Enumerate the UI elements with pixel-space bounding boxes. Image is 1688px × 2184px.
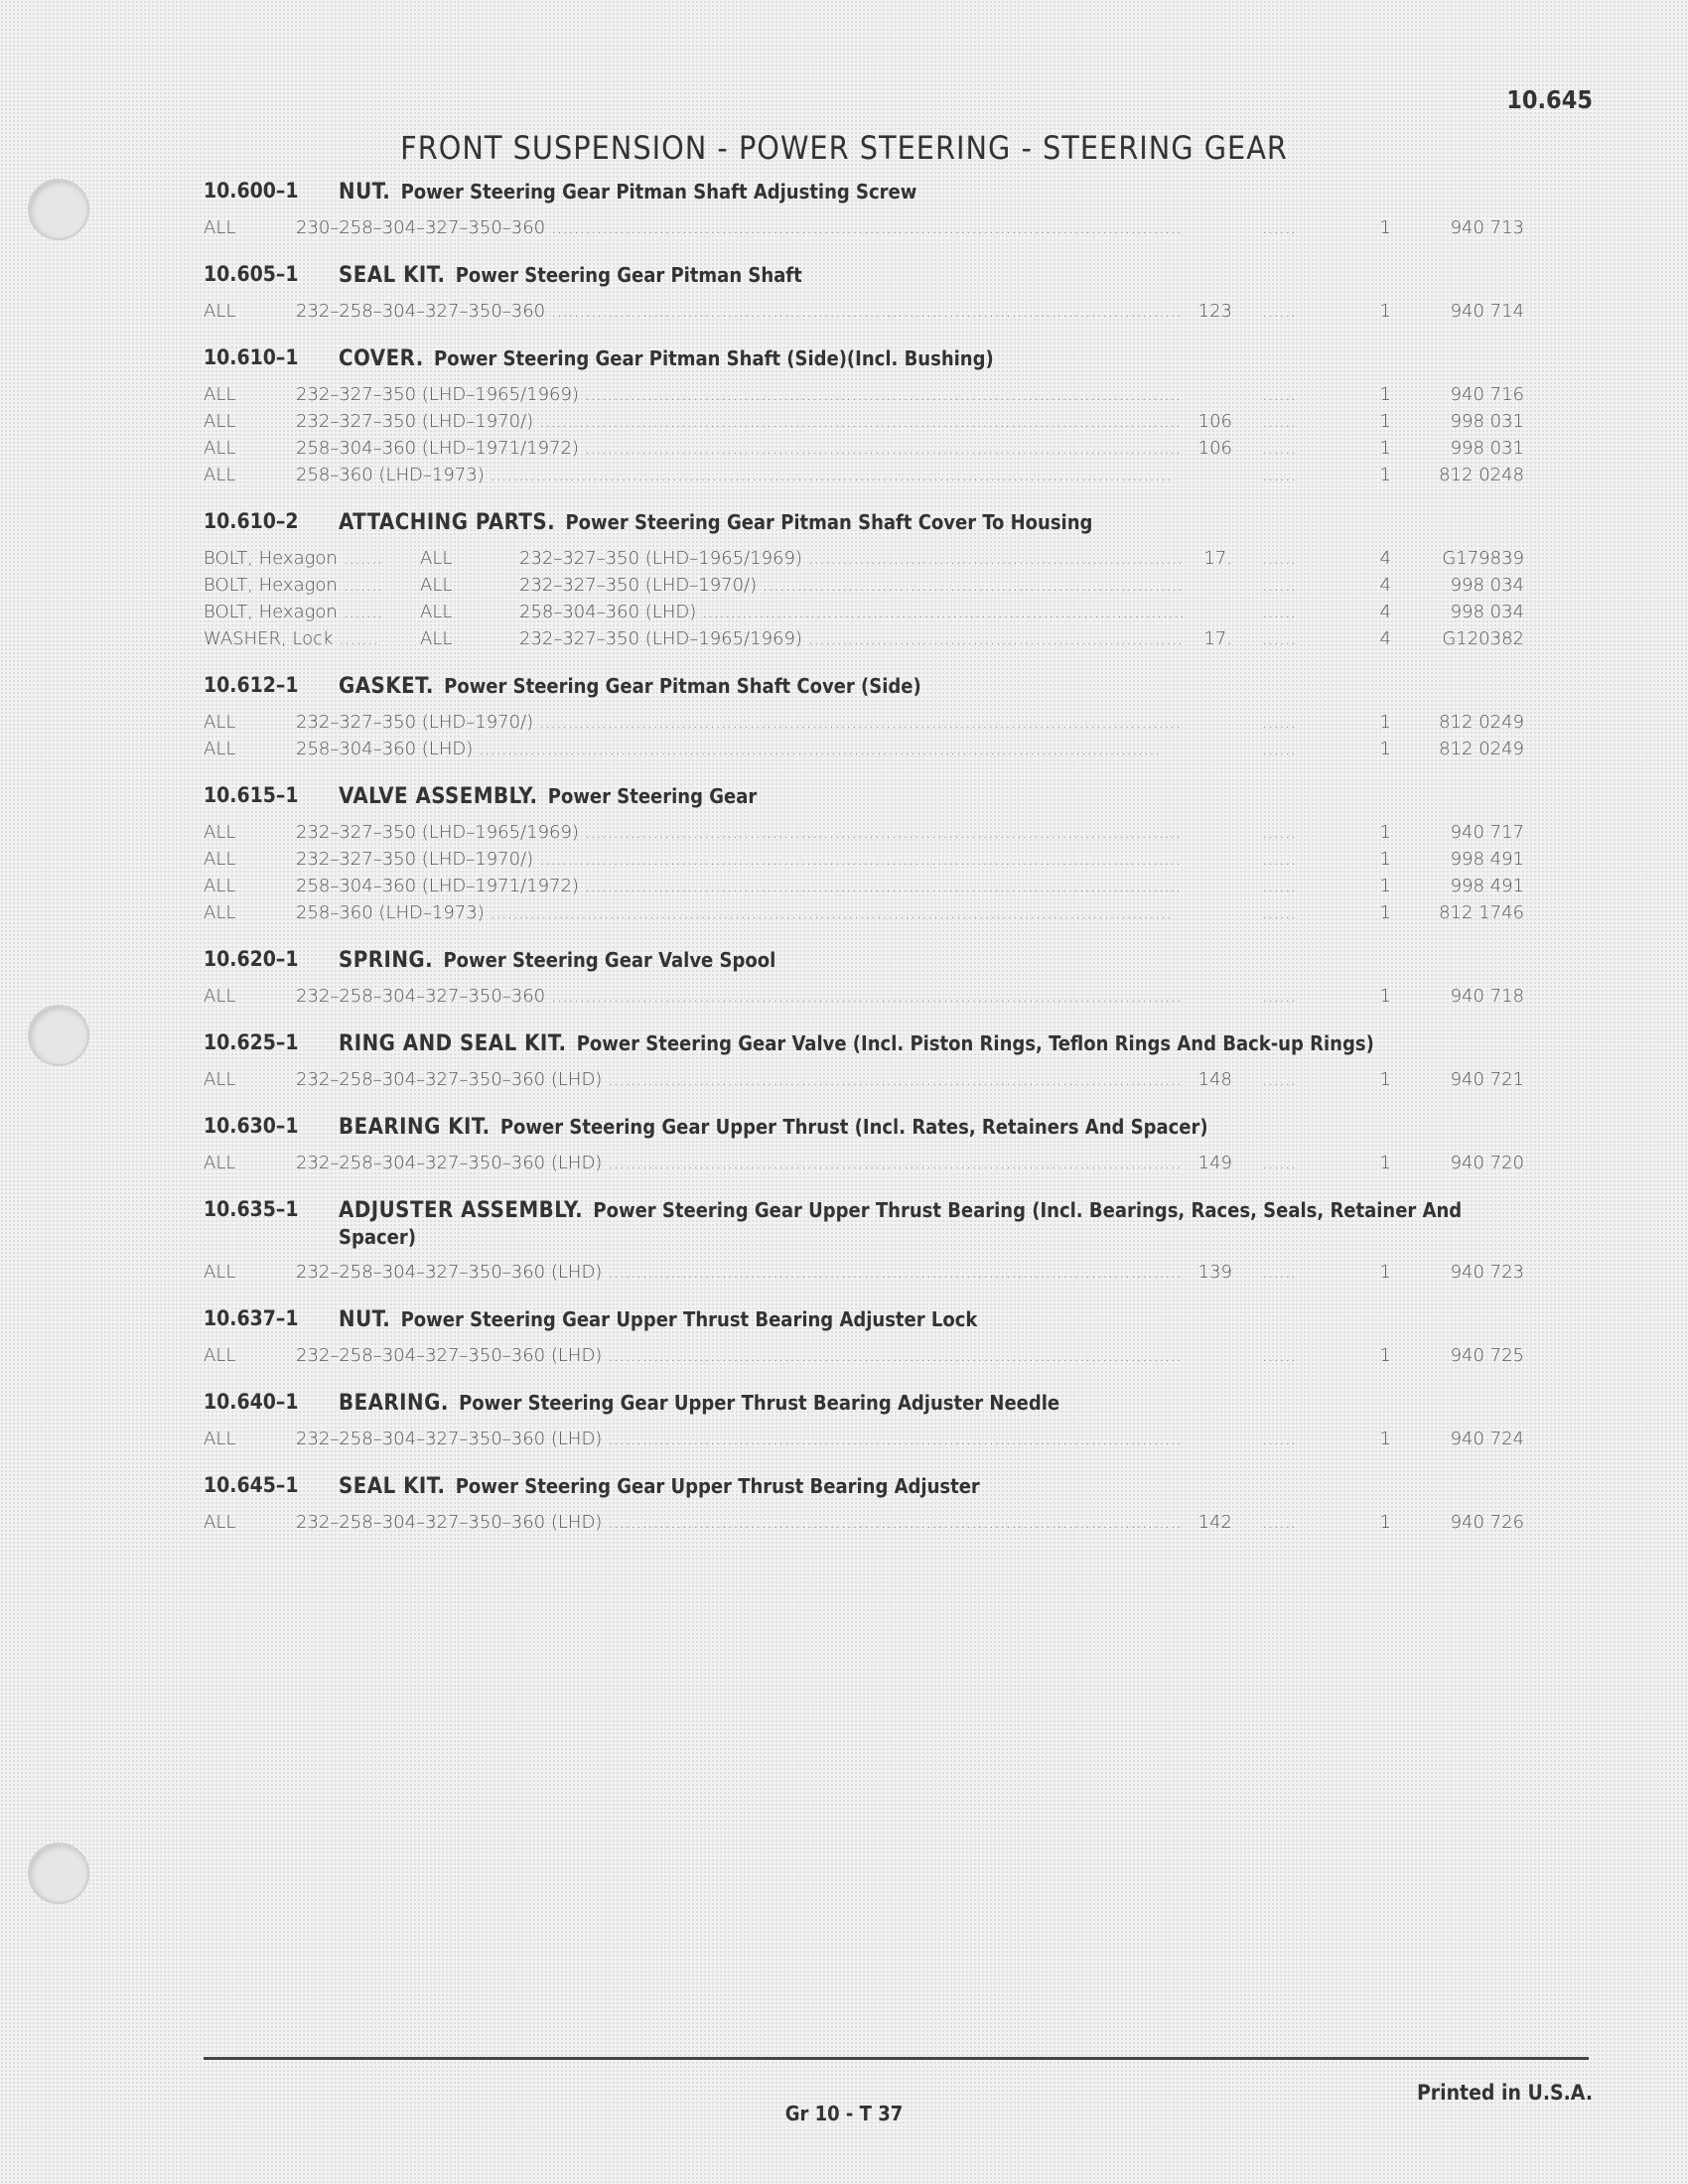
section-title <box>339 1114 1524 1141</box>
dots-cell: ...... <box>1262 1262 1297 1283</box>
type-cell: 258–304–360 (LHD) ..... <box>519 602 1183 622</box>
binder-hole-top <box>28 179 89 240</box>
part-number-cell: 940 725 <box>1450 1345 1524 1366</box>
table-row <box>204 739 1524 765</box>
quantity-cell: 1 <box>1379 1262 1391 1283</box>
type-cell: 232–258–304–327–350–360 ..... <box>296 986 1183 1007</box>
table-row <box>204 301 1524 328</box>
part-description: Power Steering Gear Pitman Shaft Cover (Side) <box>444 674 921 698</box>
figure-cell: 139 <box>1197 1262 1232 1283</box>
part-rows <box>204 548 1524 655</box>
part-name: GASKET. <box>339 674 434 699</box>
model-cell: ALL <box>204 1069 236 1090</box>
part-section <box>204 509 1524 655</box>
table-row <box>204 1262 1524 1289</box>
type-cell: 232–327–350 (LHD–1970/) ..... <box>296 849 1183 870</box>
quantity-cell: 1 <box>1379 1069 1391 1090</box>
section-heading <box>204 783 1524 810</box>
part-description: Power Steering Gear Pitman Shaft <box>455 263 802 287</box>
table-row <box>204 411 1524 438</box>
part-number-cell: 998 034 <box>1450 602 1524 622</box>
part-number-cell: 998 031 <box>1450 438 1524 459</box>
item-cell <box>204 602 420 622</box>
figure-cell: 123 <box>1197 301 1232 322</box>
type-cell: 232–258–304–327–350–360 (LHD) ..... <box>296 1512 1183 1533</box>
part-number-cell: 940 724 <box>1450 1429 1524 1449</box>
part-rows <box>204 1262 1524 1289</box>
quantity-cell: 1 <box>1379 1153 1391 1173</box>
part-number-cell: 940 721 <box>1450 1069 1524 1090</box>
quantity-cell: 1 <box>1379 876 1391 896</box>
quantity-cell: 1 <box>1379 1512 1391 1533</box>
figure-cell: 148 <box>1197 1069 1232 1090</box>
part-rows <box>204 1429 1524 1455</box>
dots-cell: ...... <box>1262 739 1297 759</box>
type-cell: 232–327–350 (LHD–1965/1969) ..... <box>296 384 1183 405</box>
part-number-cell: 998 034 <box>1450 575 1524 596</box>
model-cell: ALL <box>204 986 236 1007</box>
section-heading <box>204 947 1524 974</box>
part-description: Power Steering Gear Pitman Shaft Cover To Housing <box>565 510 1093 534</box>
part-section <box>204 783 1524 929</box>
figure-cell: 142 <box>1197 1512 1232 1533</box>
part-number-cell: 940 720 <box>1450 1153 1524 1173</box>
figure-cell: 106 <box>1197 411 1232 432</box>
page-number: 10.645 <box>1506 85 1593 114</box>
part-number-cell: 812 0249 <box>1439 712 1524 733</box>
part-name: SEAL KIT. <box>339 1474 446 1499</box>
dots-cell: ...... <box>1262 465 1297 485</box>
section-title <box>339 783 1524 810</box>
section-code: 10.605–1 <box>204 262 299 286</box>
part-name: BEARING. <box>339 1391 449 1416</box>
part-name: RING AND SEAL KIT. <box>339 1031 567 1056</box>
part-rows <box>204 217 1524 244</box>
quantity-cell: 1 <box>1379 849 1391 870</box>
dots-cell: ...... <box>1262 628 1297 649</box>
type-cell: 258–360 (LHD–1973) ..... <box>296 465 1183 485</box>
section-heading <box>204 1473 1524 1500</box>
dots-cell: ...... <box>1262 986 1297 1007</box>
part-description: Power Steering Gear Pitman Shaft (Side)(Incl. Bushing) <box>434 346 994 370</box>
type-cell: 258–304–360 (LHD–1971/1972) ..... <box>296 438 1183 459</box>
quantity-cell: 1 <box>1379 465 1391 485</box>
part-number-cell: 812 1746 <box>1439 902 1524 923</box>
figure-cell: 106 <box>1197 438 1232 459</box>
dots-cell: ...... <box>1262 849 1297 870</box>
item-name: BOLT, Hexagon <box>204 602 338 622</box>
section-code: 10.645–1 <box>204 1473 299 1497</box>
part-rows <box>204 384 1524 491</box>
footer-rule <box>204 2057 1589 2060</box>
item-cell <box>204 575 420 596</box>
dots-cell: ...... <box>1262 1069 1297 1090</box>
part-number-cell: 940 716 <box>1450 384 1524 405</box>
part-name: NUT. <box>339 1307 391 1332</box>
dots-cell: ...... <box>1262 1429 1297 1449</box>
table-row <box>204 602 1524 628</box>
part-description: Power Steering Gear Pitman Shaft Adjusting Screw <box>400 180 917 204</box>
figure-cell: 149 <box>1197 1153 1232 1173</box>
quantity-cell: 4 <box>1379 575 1391 596</box>
table-row <box>204 217 1524 244</box>
table-row <box>204 1345 1524 1372</box>
section-code: 10.615–1 <box>204 783 299 807</box>
model-cell: ALL <box>204 301 236 322</box>
part-description: Power Steering Gear Upper Thrust Bearing (Incl. Bearings, Races, Seals, Retainer And Spacer) <box>339 1198 1463 1249</box>
table-row <box>204 822 1524 849</box>
item-leader: ....... <box>333 628 379 649</box>
quantity-cell: 1 <box>1379 384 1391 405</box>
section-title <box>339 673 1524 700</box>
dots-cell: ...... <box>1262 575 1297 596</box>
type-cell: 258–304–360 (LHD) ..... <box>296 739 1183 759</box>
part-name: SEAL KIT. <box>339 263 446 288</box>
section-heading <box>204 1114 1524 1141</box>
section-heading <box>204 1306 1524 1333</box>
section-code: 10.600–1 <box>204 179 299 203</box>
part-section <box>204 673 1524 765</box>
section-heading <box>204 1197 1524 1250</box>
figure-cell: 17. <box>1203 628 1232 649</box>
section-code: 10.620–1 <box>204 947 299 971</box>
quantity-cell: 4 <box>1379 628 1391 649</box>
part-description: Power Steering Gear Upper Thrust (Incl. Rates, Retainers And Spacer) <box>499 1115 1208 1139</box>
part-rows <box>204 986 1524 1013</box>
model-cell: ALL <box>204 438 236 459</box>
table-row <box>204 1153 1524 1179</box>
model-cell: ALL <box>204 1512 236 1533</box>
section-heading <box>204 179 1524 205</box>
model-cell: ALL <box>204 876 236 896</box>
part-number-cell: 998 491 <box>1450 849 1524 870</box>
table-row <box>204 575 1524 602</box>
type-cell: 232–327–350 (LHD–1965/1969) ..... <box>519 628 1183 649</box>
type-cell: 258–304–360 (LHD–1971/1972) ..... <box>296 876 1183 896</box>
part-number-cell: 812 0248 <box>1439 465 1524 485</box>
part-section <box>204 1473 1524 1539</box>
quantity-cell: 1 <box>1379 1345 1391 1366</box>
section-title <box>339 1473 1524 1500</box>
dots-cell: ...... <box>1262 1512 1297 1533</box>
section-title <box>339 947 1524 974</box>
table-row <box>204 712 1524 739</box>
section-code: 10.610–1 <box>204 345 299 369</box>
model-cell: ALL <box>204 1429 236 1449</box>
dots-cell: ...... <box>1262 217 1297 238</box>
part-rows <box>204 1069 1524 1096</box>
quantity-cell: 1 <box>1379 438 1391 459</box>
type-cell: 232–327–350 (LHD–1965/1969) ..... <box>519 548 1183 569</box>
dots-cell: ...... <box>1262 384 1297 405</box>
section-heading <box>204 262 1524 289</box>
part-section <box>204 1197 1524 1289</box>
type-cell: 232–258–304–327–350–360 (LHD) ..... <box>296 1153 1183 1173</box>
model-cell: ALL <box>204 217 236 238</box>
section-code: 10.612–1 <box>204 673 299 697</box>
part-number-cell: G179839 <box>1442 548 1524 569</box>
printed-in-label: Printed in U.S.A. <box>1416 2081 1593 2105</box>
model-cell: ALL <box>204 465 236 485</box>
type-cell: 258–360 (LHD–1973) ..... <box>296 902 1183 923</box>
model-cell: ALL <box>204 384 236 405</box>
part-rows <box>204 301 1524 328</box>
table-row <box>204 384 1524 411</box>
section-heading <box>204 1030 1524 1057</box>
binder-hole-bottom <box>28 1843 89 1904</box>
dots-cell: ...... <box>1262 902 1297 923</box>
part-name: ATTACHING PARTS. <box>339 510 556 535</box>
type-cell: 232–258–304–327–350–360 (LHD) ..... <box>296 1429 1183 1449</box>
part-rows <box>204 1512 1524 1539</box>
quantity-cell: 1 <box>1379 902 1391 923</box>
part-section <box>204 1114 1524 1179</box>
part-name: VALVE ASSEMBLY. <box>339 784 538 809</box>
section-title <box>339 1030 1524 1057</box>
part-number-cell: 940 718 <box>1450 986 1524 1007</box>
quantity-cell: 1 <box>1379 301 1391 322</box>
type-cell: 232–258–304–327–350–360 (LHD) ..... <box>296 1262 1183 1283</box>
section-heading <box>204 345 1524 372</box>
item-name: BOLT, Hexagon <box>204 575 338 596</box>
model-cell: ALL <box>420 548 453 569</box>
type-cell: 232–258–304–327–350–360 (LHD) ..... <box>296 1069 1183 1090</box>
table-row <box>204 849 1524 876</box>
parts-list <box>204 179 1524 1557</box>
type-cell: 230–258–304–327–350–360 ..... <box>296 217 1183 238</box>
section-heading <box>204 673 1524 700</box>
model-cell: ALL <box>420 575 453 596</box>
quantity-cell: 1 <box>1379 217 1391 238</box>
table-row <box>204 438 1524 465</box>
part-name: ADJUSTER ASSEMBLY. <box>339 1198 584 1223</box>
model-cell: ALL <box>204 1153 236 1173</box>
table-row <box>204 1069 1524 1096</box>
part-rows <box>204 822 1524 929</box>
section-title <box>339 1197 1524 1250</box>
table-row <box>204 628 1524 655</box>
type-cell: 232–258–304–327–350–360 ..... <box>296 301 1183 322</box>
quantity-cell: 4 <box>1379 548 1391 569</box>
item-cell <box>204 548 420 569</box>
dots-cell: ...... <box>1262 712 1297 733</box>
page-title: FRONT SUSPENSION - POWER STEERING - STEERING GEAR <box>400 129 1288 167</box>
part-rows <box>204 1153 1524 1179</box>
item-leader: ....... <box>337 602 383 622</box>
part-section <box>204 345 1524 491</box>
dots-cell: ...... <box>1262 411 1297 432</box>
part-name: NUT. <box>339 180 391 205</box>
type-cell: 232–327–350 (LHD–1965/1969) ..... <box>296 822 1183 843</box>
part-section <box>204 1306 1524 1372</box>
figure-cell: 17. <box>1203 548 1232 569</box>
dots-cell: ...... <box>1262 822 1297 843</box>
quantity-cell: 1 <box>1379 822 1391 843</box>
model-cell: ALL <box>204 1262 236 1283</box>
dots-cell: ...... <box>1262 1345 1297 1366</box>
model-cell: ALL <box>204 712 236 733</box>
part-description: Power Steering Gear Upper Thrust Bearing Adjuster <box>455 1474 980 1498</box>
section-code: 10.637–1 <box>204 1306 299 1330</box>
part-number-cell: 998 491 <box>1450 876 1524 896</box>
part-number-cell: 812 0249 <box>1439 739 1524 759</box>
table-row <box>204 902 1524 929</box>
part-number-cell: 940 723 <box>1450 1262 1524 1283</box>
item-leader: ....... <box>337 548 383 569</box>
quantity-cell: 1 <box>1379 739 1391 759</box>
table-row <box>204 1512 1524 1539</box>
section-code: 10.630–1 <box>204 1114 299 1138</box>
quantity-cell: 1 <box>1379 1429 1391 1449</box>
section-heading <box>204 1390 1524 1417</box>
model-cell: ALL <box>204 902 236 923</box>
quantity-cell: 1 <box>1379 411 1391 432</box>
item-name: WASHER, Lock <box>204 628 334 649</box>
model-cell: ALL <box>204 739 236 759</box>
table-row <box>204 465 1524 491</box>
part-number-cell: 940 717 <box>1450 822 1524 843</box>
quantity-cell: 1 <box>1379 712 1391 733</box>
part-number-cell: 998 031 <box>1450 411 1524 432</box>
part-description: Power Steering Gear Upper Thrust Bearing Adjuster Lock <box>400 1307 978 1331</box>
section-code: 10.640–1 <box>204 1390 299 1414</box>
part-number-cell: 940 714 <box>1450 301 1524 322</box>
section-title <box>339 345 1524 372</box>
type-cell: 232–258–304–327–350–360 (LHD) ..... <box>296 1345 1183 1366</box>
section-code: 10.610–2 <box>204 509 299 533</box>
model-cell: ALL <box>420 628 453 649</box>
part-name: SPRING. <box>339 948 434 973</box>
part-rows <box>204 1345 1524 1372</box>
part-number-cell: 940 713 <box>1450 217 1524 238</box>
quantity-cell: 4 <box>1379 602 1391 622</box>
item-cell <box>204 628 420 649</box>
part-section <box>204 1390 1524 1455</box>
part-rows <box>204 712 1524 765</box>
quantity-cell: 1 <box>1379 986 1391 1007</box>
part-description: Power Steering Gear Valve Spool <box>443 948 776 972</box>
dots-cell: ...... <box>1262 876 1297 896</box>
type-cell: 232–327–350 (LHD–1970/) ..... <box>519 575 1183 596</box>
section-title <box>339 1306 1524 1333</box>
part-description: Power Steering Gear <box>547 784 758 808</box>
part-number-cell: G120382 <box>1442 628 1524 649</box>
model-cell: ALL <box>420 602 453 622</box>
section-title <box>339 1390 1524 1417</box>
table-row <box>204 986 1524 1013</box>
type-cell: 232–327–350 (LHD–1970/) ..... <box>296 411 1183 432</box>
section-title <box>339 262 1524 289</box>
table-row <box>204 548 1524 575</box>
model-cell: ALL <box>204 411 236 432</box>
part-description: Power Steering Gear Valve (Incl. Piston Rings, Teflon Rings And Back-up Rings) <box>576 1031 1374 1055</box>
table-row <box>204 876 1524 902</box>
part-section <box>204 262 1524 328</box>
item-name: BOLT, Hexagon <box>204 548 338 569</box>
dots-cell: ...... <box>1262 438 1297 459</box>
group-page-label: Gr 10 - T 37 <box>784 2102 904 2125</box>
part-section <box>204 1030 1524 1096</box>
dots-cell: ...... <box>1262 548 1297 569</box>
dots-cell: ...... <box>1262 301 1297 322</box>
section-title <box>339 509 1524 536</box>
part-description: Power Steering Gear Upper Thrust Bearing Adjuster Needle <box>459 1391 1060 1415</box>
section-code: 10.635–1 <box>204 1197 299 1221</box>
section-code: 10.625–1 <box>204 1030 299 1054</box>
section-heading <box>204 509 1524 536</box>
part-section <box>204 947 1524 1013</box>
dots-cell: ...... <box>1262 1153 1297 1173</box>
part-section <box>204 179 1524 244</box>
model-cell: ALL <box>204 849 236 870</box>
dots-cell: ...... <box>1262 602 1297 622</box>
part-name: COVER. <box>339 346 424 371</box>
part-number-cell: 940 726 <box>1450 1512 1524 1533</box>
item-leader: ....... <box>337 575 383 596</box>
type-cell: 232–327–350 (LHD–1970/) ..... <box>296 712 1183 733</box>
table-row <box>204 1429 1524 1455</box>
model-cell: ALL <box>204 1345 236 1366</box>
part-name: BEARING KIT. <box>339 1115 491 1140</box>
model-cell: ALL <box>204 822 236 843</box>
binder-hole-middle <box>28 1005 89 1066</box>
section-title <box>339 179 1524 205</box>
